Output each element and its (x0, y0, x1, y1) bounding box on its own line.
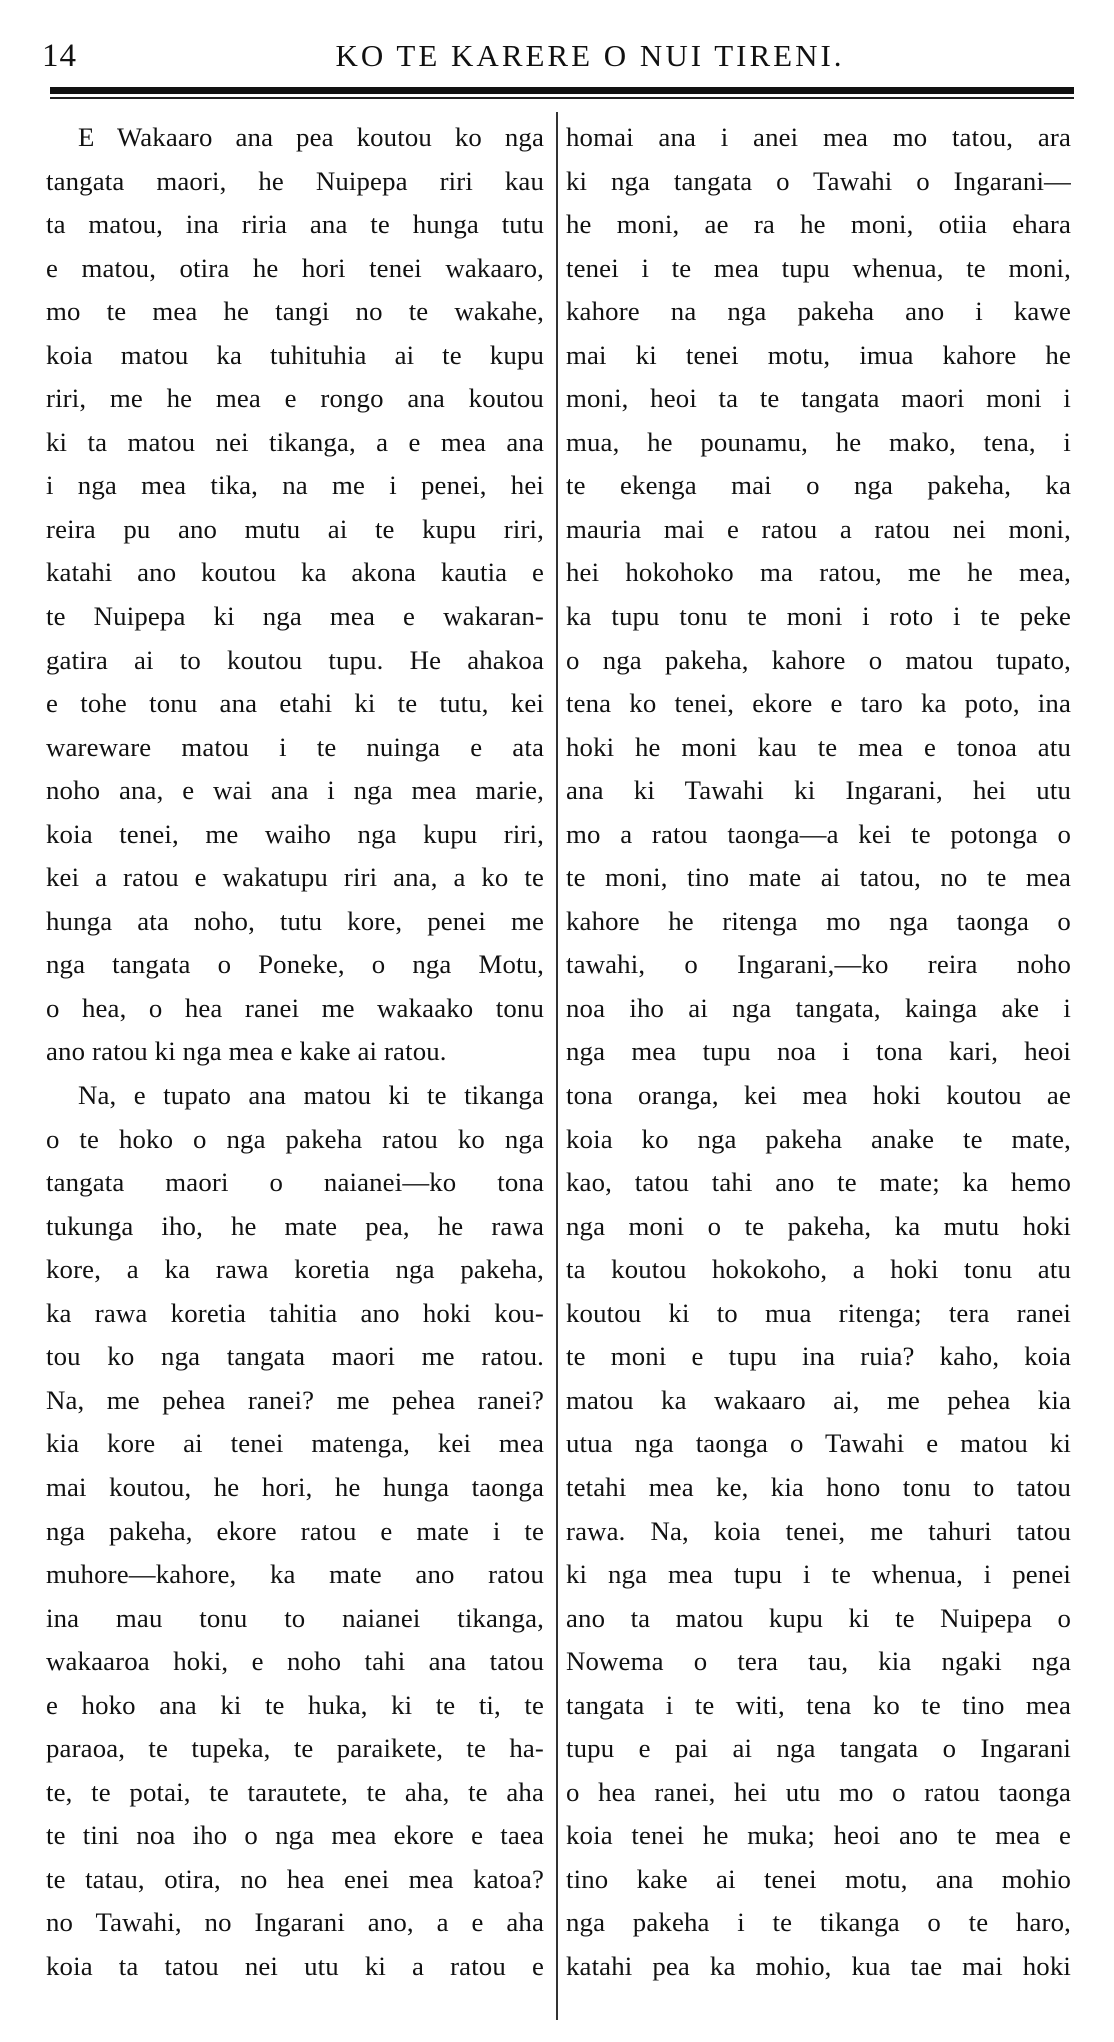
text-line: ki nga tangata o Tawahi o Ingarani— (566, 165, 1071, 196)
text-line: te tatau, otira, no hea enei mea katoa? (46, 1863, 544, 1894)
text-line: paraoa, te tupeka, te paraikete, te ha- (46, 1733, 544, 1764)
text-line: tona oranga, kei mea hoki koutou ae (566, 1080, 1071, 1111)
text-line: o nga pakeha, kahore o matou tupato, (566, 644, 1071, 675)
text-line: wakaaroa hoki, e noho tahi ana tatou (46, 1646, 544, 1677)
text-line: noa iho ai nga tangata, kainga ake i (566, 992, 1071, 1023)
text-line: gatira ai to koutou tupu. He ahakoa (46, 644, 544, 675)
text-line: reira pu ano mutu ai te kupu riri, (46, 513, 544, 544)
text-line: e matou, otira he hori tenei wakaaro, (46, 252, 544, 283)
text-line: kia kore ai tenei matenga, kei mea (46, 1428, 544, 1459)
text-line: te moni, tino mate ai tatou, no te mea (566, 862, 1071, 893)
text-line: tawahi, o Ingarani,—ko reira noho (566, 949, 1071, 980)
text-line: koia ko nga pakeha anake te mate, (566, 1123, 1071, 1154)
text-line: kei a ratou e wakatupu riri ana, a ko te (46, 862, 544, 893)
text-line: koia tenei he muka; heoi ano te mea e (566, 1820, 1071, 1851)
text-line: kao, tatou tahi ano te mate; ka hemo (566, 1167, 1071, 1198)
text-line: o hea ranei, hei utu mo o ratou taonga (566, 1776, 1071, 1807)
text-line: nga tangata o Poneke, o nga Motu, (46, 949, 544, 980)
text-line: tino kake ai tenei motu, ana mohio (566, 1863, 1071, 1894)
text-line: mo te mea he tangi no te wakahe, (46, 296, 544, 327)
text-line: ano ratou ki nga mea e kake ai ratou. (46, 1036, 447, 1067)
right-column (566, 116, 1071, 1989)
text-line: wareware matou i te nuinga e ata (46, 731, 544, 762)
text-line: i nga mea tika, na me i penei, hei (46, 470, 544, 501)
text-line: ka tupu tonu te moni i roto i te peke (566, 601, 1071, 632)
text-line: nga mea tupu noa i tona kari, heoi (566, 1036, 1071, 1067)
text-line: tenei i te mea tupu whenua, te moni, (566, 252, 1071, 283)
text-line: tangata maori, he Nuipepa riri kau (46, 165, 544, 196)
text-line: koutou ki to mua ritenga; tera ranei (566, 1297, 1071, 1328)
text-line: tangata maori o naianei—ko tona (46, 1167, 544, 1198)
text-line: hei hokohoko ma ratou, me he mea, (566, 557, 1071, 588)
text-line: tena ko tenei, ekore e taro ka poto, ina (566, 688, 1071, 719)
text-line: matou ka wakaaro ai, me pehea kia (566, 1384, 1071, 1415)
text-line: Nowema o tera tau, kia ngaki nga (566, 1646, 1071, 1677)
text-line: nga pakeha i te tikanga o te haro, (566, 1907, 1071, 1938)
header-rule-thick (50, 87, 1074, 94)
text-line: ta matou, ina riria ana te hunga tutu (46, 209, 544, 240)
text-line: mo a ratou taonga—a kei te potonga o (566, 818, 1071, 849)
text-line: he moni, ae ra he moni, otiia ehara (566, 209, 1071, 240)
text-line: E Wakaaro ana pea koutou ko nga (78, 122, 544, 152)
text-line: katahi ano koutou ka akona kautia e (46, 557, 544, 588)
text-line: Na, me pehea ranei? me pehea ranei? (46, 1384, 544, 1415)
text-line: tou ko nga tangata maori me ratou. (46, 1341, 544, 1372)
text-line: te ekenga mai o nga pakeha, ka (566, 470, 1071, 501)
text-line: Na, e tupato ana matou ki te tikanga (78, 1080, 544, 1111)
text-line: mua, he pounamu, he mako, tena, i (566, 426, 1071, 457)
text-line: ta koutou hokokoho, a hoki tonu atu (566, 1254, 1071, 1285)
text-line: o te hoko o nga pakeha ratou ko nga (46, 1123, 544, 1154)
text-line: noho ana, e wai ana i nga mea marie, (46, 775, 544, 806)
text-line: ano ta matou kupu ki te Nuipepa o (566, 1602, 1071, 1633)
text-line: mai koutou, he hori, he hunga taonga (46, 1471, 544, 1502)
header-rule-thin (50, 97, 1074, 99)
text-line: hoki he moni kau te mea e tonoa atu (566, 731, 1071, 762)
text-line: kahore na nga pakeha ano i kawe (566, 296, 1071, 327)
text-line: homai ana i anei mea mo tatou, ara (566, 122, 1071, 152)
text-line: hunga ata noho, tutu kore, penei me (46, 905, 544, 936)
text-line: riri, me he mea e rongo ana koutou (46, 383, 544, 414)
text-line: ki nga mea tupu i te whenua, i penei (566, 1559, 1071, 1590)
text-line: ka rawa koretia tahitia ano hoki kou- (46, 1297, 544, 1328)
text-line: kore, a ka rawa koretia nga pakeha, (46, 1254, 544, 1285)
text-line: te tini noa iho o nga mea ekore e taea (46, 1820, 544, 1851)
text-line: e hoko ana ki te huka, ki te ti, te (46, 1689, 544, 1720)
text-line: mauria mai e ratou a ratou nei moni, (566, 513, 1071, 544)
text-line: nga moni o te pakeha, ka mutu hoki (566, 1210, 1071, 1241)
text-line: ana ki Tawahi ki Ingarani, hei utu (566, 775, 1071, 806)
text-line: e tohe tonu ana etahi ki te tutu, kei (46, 688, 544, 719)
text-line: tukunga iho, he mate pea, he rawa (46, 1210, 544, 1241)
page-number: 14 (42, 38, 77, 74)
text-line: ina mau tonu to naianei tikanga, (46, 1602, 544, 1633)
text-line: utua nga taonga o Tawahi e matou ki (566, 1428, 1071, 1459)
text-line: muhore—kahore, ka mate ano ratou (46, 1559, 544, 1590)
text-line: koia tenei, me waiho nga kupu riri, (46, 818, 544, 849)
text-line: tetahi mea ke, kia hono tonu to tatou (566, 1471, 1071, 1502)
text-line: no Tawahi, no Ingarani ano, a e aha (46, 1907, 544, 1938)
text-line: te Nuipepa ki nga mea e wakaran- (46, 601, 544, 632)
text-line: tupu e pai ai nga tangata o Ingarani (566, 1733, 1071, 1764)
page-header (40, 30, 1076, 80)
text-line: kahore he ritenga mo nga taonga o (566, 905, 1071, 936)
text-line: tangata i te witi, tena ko te tino mea (566, 1689, 1071, 1720)
text-line: o hea, o hea ranei me wakaako tonu (46, 992, 544, 1023)
text-line: rawa. Na, koia tenei, me tahuri tatou (566, 1515, 1071, 1546)
text-line: koia ta tatou nei utu ki a ratou e (46, 1950, 544, 1981)
running-title: KO TE KARERE O NUI TIRENI. (335, 38, 845, 73)
text-line: ki ta matou nei tikanga, a e mea ana (46, 426, 544, 457)
text-line: katahi pea ka mohio, kua tae mai hoki (566, 1950, 1071, 1981)
text-line: nga pakeha, ekore ratou e mate i te (46, 1515, 544, 1546)
left-column (46, 116, 544, 1989)
text-line: moni, heoi ta te tangata maori moni i (566, 383, 1071, 414)
column-divider (556, 112, 558, 2020)
text-line: koia matou ka tuhituhia ai te kupu (46, 339, 544, 370)
text-line: mai ki tenei motu, imua kahore he (566, 339, 1071, 370)
text-line: te, te potai, te tarautete, te aha, te aha (46, 1776, 544, 1807)
text-line: te moni e tupu ina ruia? kaho, koia (566, 1341, 1071, 1372)
